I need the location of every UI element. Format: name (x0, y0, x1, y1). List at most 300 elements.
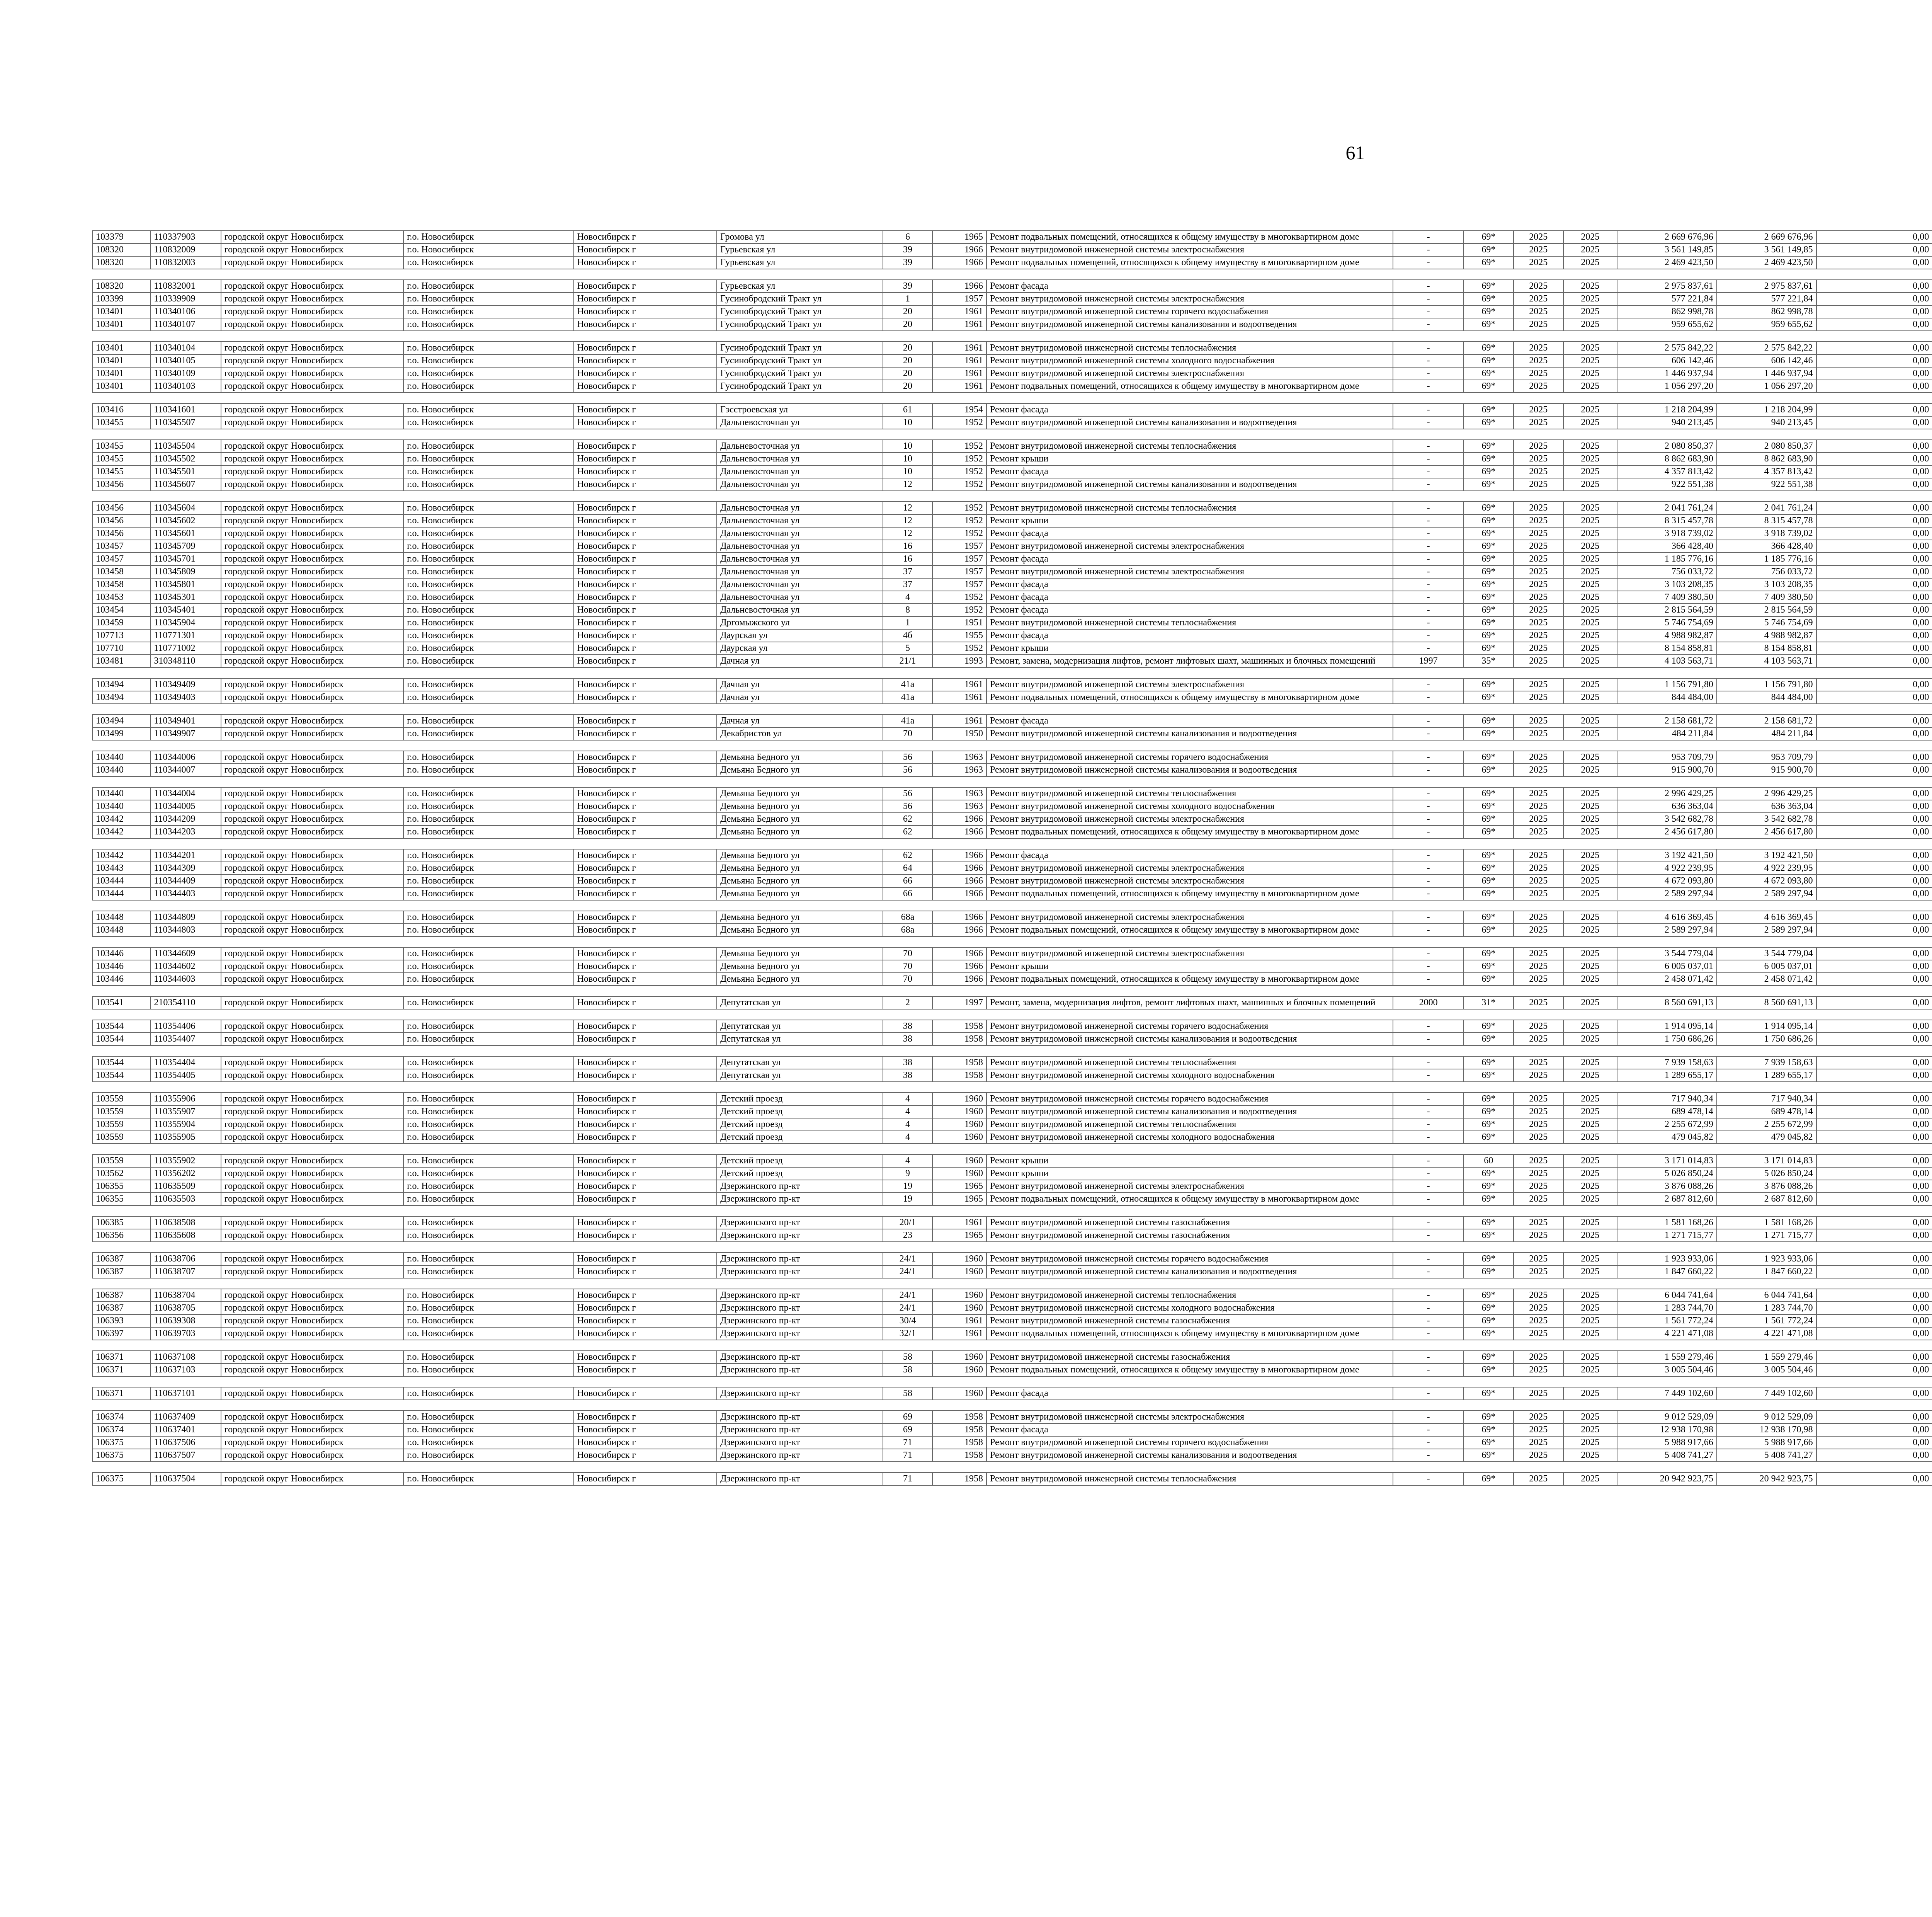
wear-percent: 69* (1464, 256, 1514, 269)
plan-year-end: 2025 (1563, 1193, 1617, 1205)
house-id: 103499 (92, 727, 150, 740)
plan-year-start: 2025 (1514, 243, 1563, 256)
work-description: Ремонт внутридомовой инженерной системы теплоснабжения (986, 1289, 1393, 1302)
fund-cost: 8 560 691,13 (1717, 996, 1816, 1009)
plan-year-end: 2025 (1563, 318, 1617, 331)
street: Демьяна Бедного ул (717, 787, 883, 800)
plan-year-start: 2025 (1514, 996, 1563, 1009)
table-row (92, 1423, 1932, 1436)
subsidy-federal: 0,00 (1816, 875, 1932, 887)
total-cost: 3 542 682,78 (1617, 813, 1717, 826)
plan-year-end: 2025 (1563, 727, 1617, 740)
house-id: 103456 (92, 527, 150, 540)
municipal-district: городской округ Новосибирск (221, 1056, 403, 1069)
locality: Новосибирск г (574, 1449, 717, 1462)
subsidy-federal: 0,00 (1816, 231, 1932, 243)
municipal-district: городской округ Новосибирск (221, 256, 403, 269)
build-year: 1960 (932, 1154, 986, 1167)
build-year: 1952 (932, 478, 986, 491)
total-cost: 1 283 744,70 (1617, 1302, 1717, 1314)
municipal-district: городской округ Новосибирск (221, 578, 403, 591)
spacer-cell (92, 838, 1932, 849)
total-cost: 1 056 297,20 (1617, 380, 1717, 393)
subsidy-federal: 0,00 (1816, 1069, 1932, 1082)
locality: Новосибирск г (574, 1364, 717, 1376)
subsidy-federal: 0,00 (1816, 911, 1932, 924)
spacer-cell (92, 1205, 1932, 1216)
locality: Новосибирск г (574, 973, 717, 986)
subsidy-federal: 0,00 (1816, 342, 1932, 354)
work-description: Ремонт внутридомовой инженерной системы канализования и водоотведения (986, 1265, 1393, 1278)
municipality: г.о. Новосибирск (403, 751, 573, 764)
plan-year-start: 2025 (1514, 973, 1563, 986)
house-id: 103544 (92, 1020, 150, 1033)
street: Демьяна Бедного ул (717, 862, 883, 875)
plan-year-start: 2025 (1514, 604, 1563, 616)
table-row (92, 1449, 1932, 1462)
subsidy-federal: 0,00 (1816, 403, 1932, 416)
table-row (92, 1216, 1932, 1229)
spacer-cell (92, 393, 1932, 403)
table-row (92, 318, 1932, 331)
work-description: Ремонт крыши (986, 453, 1393, 465)
spacer-cell (92, 1376, 1932, 1387)
municipality: г.о. Новосибирск (403, 478, 573, 491)
locality: Новосибирск г (574, 1327, 717, 1340)
work-description: Ремонт внутридомовой инженерной системы электроснабжения (986, 813, 1393, 826)
table-row (92, 465, 1932, 478)
wear-percent: 69* (1464, 280, 1514, 293)
municipal-district: городской округ Новосибирск (221, 1411, 403, 1423)
wear-percent: 69* (1464, 1473, 1514, 1485)
municipal-district: городской округ Новосибирск (221, 751, 403, 764)
street: Дальневосточная ул (717, 478, 883, 491)
work-description: Ремонт подвальных помещений, относящихся к общему имуществу в многоквартирном доме (986, 380, 1393, 393)
municipal-district: городской округ Новосибирск (221, 1423, 403, 1436)
subsidy-federal: 0,00 (1816, 655, 1932, 667)
house-id: 103442 (92, 849, 150, 862)
table-row (92, 787, 1932, 800)
spacer-cell (92, 740, 1932, 751)
wear-percent: 69* (1464, 1105, 1514, 1118)
lift-year: - (1393, 604, 1464, 616)
house-id: 103440 (92, 751, 150, 764)
subsidy-federal: 0,00 (1816, 715, 1932, 727)
work-description: Ремонт внутридомовой инженерной системы горячего водоснабжения (986, 1093, 1393, 1105)
work-code: 110637504 (150, 1473, 221, 1485)
work-code: 110349409 (150, 678, 221, 691)
municipality: г.о. Новосибирск (403, 655, 573, 667)
build-year: 1966 (932, 887, 986, 900)
plan-year-end: 2025 (1563, 1411, 1617, 1423)
municipality: г.о. Новосибирск (403, 380, 573, 393)
work-code: 110354405 (150, 1069, 221, 1082)
house-number: 62 (883, 826, 933, 838)
build-year: 1965 (932, 1180, 986, 1193)
house-number: 9 (883, 1167, 933, 1180)
plan-year-start: 2025 (1514, 1154, 1563, 1167)
subsidy-federal: 0,00 (1816, 591, 1932, 604)
table-row (92, 478, 1932, 491)
municipal-district: городской округ Новосибирск (221, 553, 403, 565)
street: Гурьевская ул (717, 243, 883, 256)
locality: Новосибирск г (574, 875, 717, 887)
plan-year-start: 2025 (1514, 1449, 1563, 1462)
municipality: г.о. Новосибирск (403, 256, 573, 269)
plan-year-start: 2025 (1514, 256, 1563, 269)
work-description: Ремонт внутридомовой инженерной системы горячего водоснабжения (986, 1253, 1393, 1265)
municipality: г.о. Новосибирск (403, 514, 573, 527)
house-id: 103442 (92, 826, 150, 838)
subsidy-federal: 0,00 (1816, 887, 1932, 900)
plan-year-start: 2025 (1514, 616, 1563, 629)
spacer-cell (92, 704, 1932, 715)
build-year: 1966 (932, 911, 986, 924)
subsidy-federal: 0,00 (1816, 604, 1932, 616)
house-number: 58 (883, 1387, 933, 1400)
work-code: 110639703 (150, 1327, 221, 1340)
municipality: г.о. Новосибирск (403, 642, 573, 655)
municipal-district: городской округ Новосибирск (221, 1327, 403, 1340)
table-row (92, 440, 1932, 453)
lift-year: - (1393, 565, 1464, 578)
plan-year-end: 2025 (1563, 1436, 1617, 1449)
municipal-district: городской округ Новосибирск (221, 691, 403, 704)
table-row (92, 416, 1932, 429)
wear-percent: 69* (1464, 727, 1514, 740)
municipality: г.о. Новосибирск (403, 1131, 573, 1144)
plan-year-end: 2025 (1563, 231, 1617, 243)
subsidy-federal: 0,00 (1816, 1033, 1932, 1045)
table-row (92, 849, 1932, 862)
fund-cost: 2 669 676,96 (1717, 231, 1816, 243)
build-year: 1960 (932, 1302, 986, 1314)
lift-year: - (1393, 1069, 1464, 1082)
fund-cost: 1 056 297,20 (1717, 380, 1816, 393)
plan-year-start: 2025 (1514, 540, 1563, 553)
municipal-district: городской округ Новосибирск (221, 604, 403, 616)
street: Дзержинского пр-кт (717, 1351, 883, 1364)
work-code: 110638704 (150, 1289, 221, 1302)
work-code: 110354406 (150, 1020, 221, 1033)
locality: Новосибирск г (574, 629, 717, 642)
plan-year-end: 2025 (1563, 642, 1617, 655)
wear-percent: 69* (1464, 1253, 1514, 1265)
build-year: 1957 (932, 540, 986, 553)
plan-year-end: 2025 (1563, 1180, 1617, 1193)
fund-cost: 959 655,62 (1717, 318, 1816, 331)
municipality: г.о. Новосибирск (403, 629, 573, 642)
subsidy-federal: 0,00 (1816, 764, 1932, 776)
plan-year-end: 2025 (1563, 947, 1617, 960)
table-row (92, 1289, 1932, 1302)
locality: Новосибирск г (574, 1118, 717, 1131)
table-row (92, 1093, 1932, 1105)
total-cost: 8 315 457,78 (1617, 514, 1717, 527)
total-cost: 1 561 772,24 (1617, 1314, 1717, 1327)
subsidy-federal: 0,00 (1816, 1364, 1932, 1376)
wear-percent: 69* (1464, 1265, 1514, 1278)
work-description: Ремонт подвальных помещений, относящихся к общему имуществу в многоквартирном доме (986, 1193, 1393, 1205)
street: Депутатская ул (717, 1056, 883, 1069)
work-description: Ремонт внутридомовой инженерной системы электроснабжения (986, 367, 1393, 380)
locality: Новосибирск г (574, 1131, 717, 1144)
plan-year-end: 2025 (1563, 1265, 1617, 1278)
build-year: 1966 (932, 862, 986, 875)
locality: Новосибирск г (574, 293, 717, 305)
total-cost: 606 142,46 (1617, 354, 1717, 367)
municipal-district: городской округ Новосибирск (221, 527, 403, 540)
total-cost: 484 211,84 (1617, 727, 1717, 740)
total-cost: 4 988 982,87 (1617, 629, 1717, 642)
plan-year-start: 2025 (1514, 416, 1563, 429)
table-row (92, 875, 1932, 887)
plan-year-start: 2025 (1514, 960, 1563, 973)
plan-year-end: 2025 (1563, 1020, 1617, 1033)
capital-repair-table (92, 230, 1932, 1486)
wear-percent: 69* (1464, 380, 1514, 393)
lift-year: - (1393, 1056, 1464, 1069)
build-year: 1958 (932, 1056, 986, 1069)
total-cost: 2 458 071,42 (1617, 973, 1717, 986)
plan-year-end: 2025 (1563, 1473, 1617, 1485)
subsidy-federal: 0,00 (1816, 1473, 1932, 1485)
plan-year-start: 2025 (1514, 1105, 1563, 1118)
lift-year: - (1393, 243, 1464, 256)
total-cost: 2 255 672,99 (1617, 1118, 1717, 1131)
locality: Новосибирск г (574, 318, 717, 331)
work-code: 110635608 (150, 1229, 221, 1242)
wear-percent: 69* (1464, 629, 1514, 642)
total-cost: 1 847 660,22 (1617, 1265, 1717, 1278)
build-year: 1960 (932, 1253, 986, 1265)
locality: Новосибирск г (574, 1193, 717, 1205)
street: Депутатская ул (717, 1033, 883, 1045)
work-description: Ремонт внутридомовой инженерной системы канализования и водоотведения (986, 1033, 1393, 1045)
wear-percent: 69* (1464, 691, 1514, 704)
total-cost: 2 469 423,50 (1617, 256, 1717, 269)
total-cost: 3 171 014,83 (1617, 1154, 1717, 1167)
house-number: 70 (883, 727, 933, 740)
build-year: 1960 (932, 1093, 986, 1105)
municipality: г.о. Новосибирск (403, 565, 573, 578)
work-code: 110345502 (150, 453, 221, 465)
work-description: Ремонт внутридомовой инженерной системы электроснабжения (986, 1180, 1393, 1193)
total-cost: 4 672 093,80 (1617, 875, 1717, 887)
wear-percent: 69* (1464, 678, 1514, 691)
plan-year-end: 2025 (1563, 591, 1617, 604)
plan-year-end: 2025 (1563, 1351, 1617, 1364)
work-description: Ремонт внутридомовой инженерной системы теплоснабжения (986, 440, 1393, 453)
house-id: 106393 (92, 1314, 150, 1327)
municipality: г.о. Новосибирск (403, 947, 573, 960)
build-year: 1960 (932, 1105, 986, 1118)
locality: Новосибирск г (574, 342, 717, 354)
municipal-district: городской округ Новосибирск (221, 453, 403, 465)
wear-percent: 69* (1464, 293, 1514, 305)
work-code: 110337903 (150, 231, 221, 243)
house-id: 103559 (92, 1093, 150, 1105)
house-id: 107710 (92, 642, 150, 655)
lift-year: - (1393, 465, 1464, 478)
locality: Новосибирск г (574, 849, 717, 862)
house-id: 103456 (92, 502, 150, 514)
lift-year: 2000 (1393, 996, 1464, 1009)
work-code: 110771301 (150, 629, 221, 642)
house-id: 103494 (92, 678, 150, 691)
total-cost: 3 918 739,02 (1617, 527, 1717, 540)
street: Даурская ул (717, 642, 883, 655)
locality: Новосибирск г (574, 380, 717, 393)
house-number: 66 (883, 875, 933, 887)
house-id: 106371 (92, 1351, 150, 1364)
subsidy-federal: 0,00 (1816, 678, 1932, 691)
locality: Новосибирск г (574, 527, 717, 540)
row-spacer (92, 269, 1932, 280)
house-number: 23 (883, 1229, 933, 1242)
house-number: 4 (883, 591, 933, 604)
total-cost: 7 409 380,50 (1617, 591, 1717, 604)
work-description: Ремонт внутридомовой инженерной системы холодного водоснабжения (986, 800, 1393, 813)
wear-percent: 69* (1464, 440, 1514, 453)
house-id: 106397 (92, 1327, 150, 1340)
municipality: г.о. Новосибирск (403, 367, 573, 380)
street: Дзержинского пр-кт (717, 1302, 883, 1314)
subsidy-federal: 0,00 (1816, 367, 1932, 380)
total-cost: 940 213,45 (1617, 416, 1717, 429)
work-description: Ремонт подвальных помещений, относящихся к общему имуществу в многоквартирном доме (986, 887, 1393, 900)
wear-percent: 69* (1464, 642, 1514, 655)
build-year: 1997 (932, 996, 986, 1009)
work-code: 110637101 (150, 1387, 221, 1400)
lift-year: - (1393, 1118, 1464, 1131)
locality: Новосибирск г (574, 727, 717, 740)
work-description: Ремонт фасада (986, 403, 1393, 416)
wear-percent: 69* (1464, 1302, 1514, 1314)
house-id: 103401 (92, 342, 150, 354)
build-year: 1958 (932, 1069, 986, 1082)
table-row (92, 604, 1932, 616)
locality: Новосибирск г (574, 911, 717, 924)
locality: Новосибирск г (574, 947, 717, 960)
house-number: 56 (883, 751, 933, 764)
total-cost: 8 862 683,90 (1617, 453, 1717, 465)
wear-percent: 69* (1464, 826, 1514, 838)
table-row (92, 293, 1932, 305)
table-row (92, 1020, 1932, 1033)
table-row (92, 826, 1932, 838)
subsidy-federal: 0,00 (1816, 849, 1932, 862)
subsidy-federal: 0,00 (1816, 465, 1932, 478)
house-number: 39 (883, 243, 933, 256)
row-spacer (92, 1082, 1932, 1093)
table-row (92, 1033, 1932, 1045)
work-description: Ремонт фасада (986, 553, 1393, 565)
locality: Новосибирск г (574, 416, 717, 429)
street: Депутатская ул (717, 996, 883, 1009)
house-id: 108320 (92, 256, 150, 269)
wear-percent: 69* (1464, 1193, 1514, 1205)
wear-percent: 69* (1464, 911, 1514, 924)
locality: Новосибирск г (574, 887, 717, 900)
lift-year: - (1393, 416, 1464, 429)
wear-percent: 69* (1464, 1449, 1514, 1462)
municipal-district: городской округ Новосибирск (221, 1473, 403, 1485)
plan-year-start: 2025 (1514, 629, 1563, 642)
table-row (92, 800, 1932, 813)
table-row (92, 862, 1932, 875)
house-number: 69 (883, 1411, 933, 1423)
street: Дзержинского пр-кт (717, 1180, 883, 1193)
work-code: 110345301 (150, 591, 221, 604)
subsidy-federal: 0,00 (1816, 826, 1932, 838)
municipality: г.о. Новосибирск (403, 1105, 573, 1118)
work-code: 110637401 (150, 1423, 221, 1436)
house-id: 103440 (92, 800, 150, 813)
house-number: 5 (883, 642, 933, 655)
plan-year-start: 2025 (1514, 800, 1563, 813)
wear-percent: 69* (1464, 1093, 1514, 1105)
house-number: 41а (883, 691, 933, 704)
plan-year-end: 2025 (1563, 305, 1617, 318)
wear-percent: 69* (1464, 453, 1514, 465)
plan-year-start: 2025 (1514, 1020, 1563, 1033)
fund-cost: 4 672 093,80 (1717, 875, 1816, 887)
wear-percent: 69* (1464, 887, 1514, 900)
plan-year-end: 2025 (1563, 1093, 1617, 1105)
house-number: 69 (883, 1423, 933, 1436)
house-id: 103456 (92, 478, 150, 491)
lift-year: - (1393, 751, 1464, 764)
fund-cost: 3 192 421,50 (1717, 849, 1816, 862)
work-code: 110345604 (150, 502, 221, 514)
fund-cost: 862 998,78 (1717, 305, 1816, 318)
table-row (92, 1253, 1932, 1265)
street: Громова ул (717, 231, 883, 243)
subsidy-federal: 0,00 (1816, 1131, 1932, 1144)
plan-year-start: 2025 (1514, 565, 1563, 578)
municipal-district: городской округ Новосибирск (221, 440, 403, 453)
lift-year: - (1393, 354, 1464, 367)
table-row (92, 514, 1932, 527)
house-number: 16 (883, 553, 933, 565)
plan-year-start: 2025 (1514, 342, 1563, 354)
table-row (92, 1436, 1932, 1449)
street: Детский проезд (717, 1093, 883, 1105)
lift-year: - (1393, 367, 1464, 380)
municipal-district: городской округ Новосибирск (221, 1193, 403, 1205)
street: Гусинобродский Тракт ул (717, 367, 883, 380)
fund-cost: 2 080 850,37 (1717, 440, 1816, 453)
street: Гусинобродский Тракт ул (717, 305, 883, 318)
locality: Новосибирск г (574, 478, 717, 491)
municipal-district: городской округ Новосибирск (221, 403, 403, 416)
total-cost: 3 103 208,35 (1617, 578, 1717, 591)
house-number: 64 (883, 862, 933, 875)
table-row (92, 764, 1932, 776)
house-id: 103544 (92, 1069, 150, 1082)
work-description: Ремонт внутридомовой инженерной системы горячего водоснабжения (986, 1020, 1393, 1033)
municipality: г.о. Новосибирск (403, 578, 573, 591)
locality: Новосибирск г (574, 1289, 717, 1302)
fund-cost: 9 012 529,09 (1717, 1411, 1816, 1423)
plan-year-start: 2025 (1514, 1387, 1563, 1400)
build-year: 1955 (932, 629, 986, 642)
lift-year: - (1393, 1314, 1464, 1327)
fund-cost: 1 283 744,70 (1717, 1302, 1816, 1314)
locality: Новосибирск г (574, 1411, 717, 1423)
street: Дальневосточная ул (717, 465, 883, 478)
